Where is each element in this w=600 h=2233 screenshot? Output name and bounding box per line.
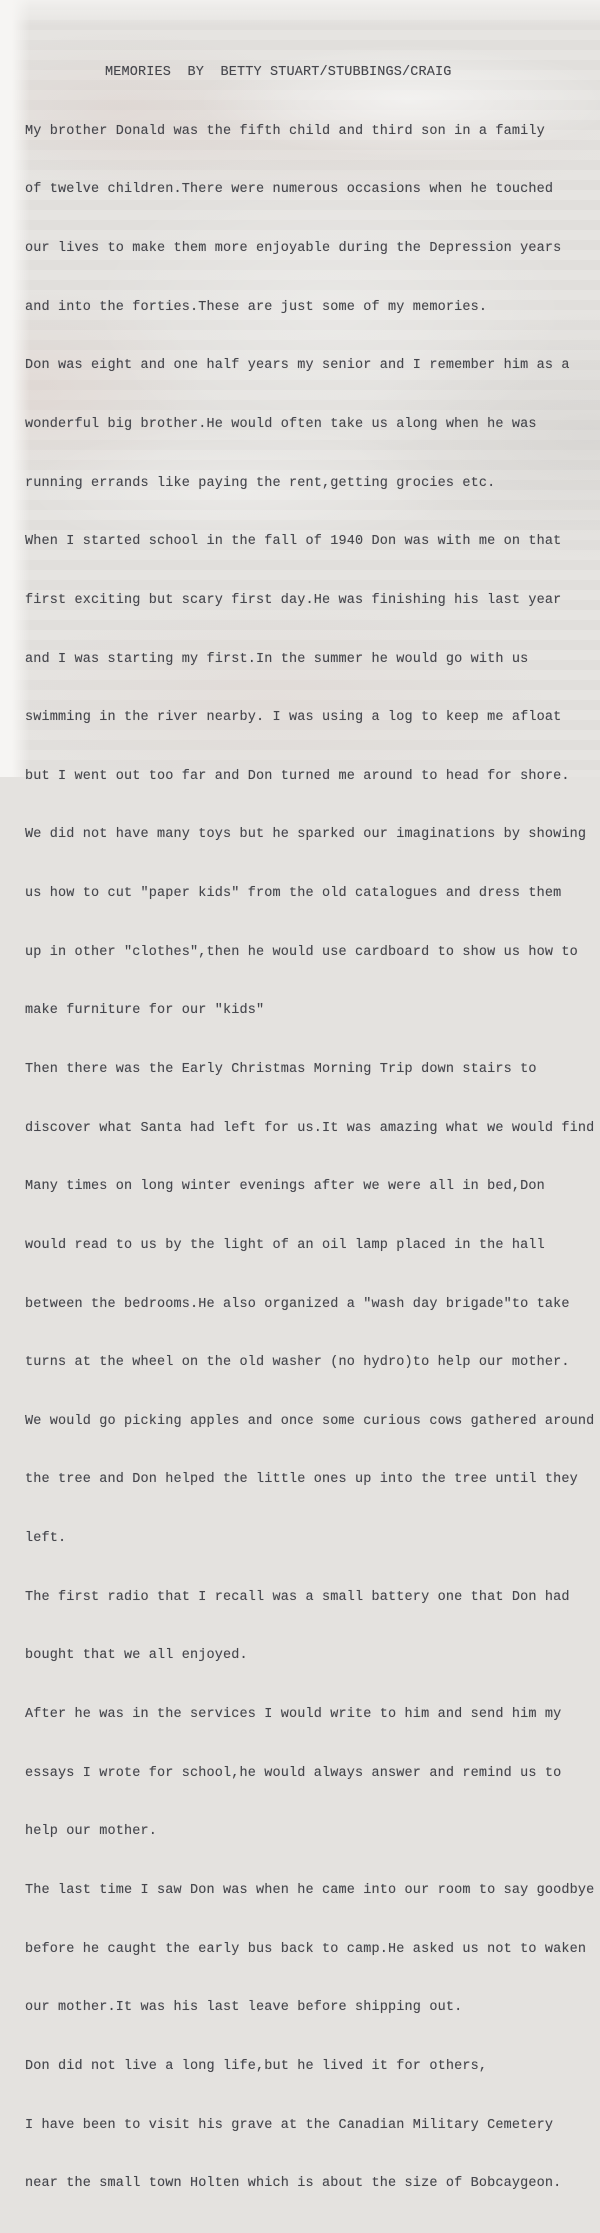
- text-line: make furniture for our "kids": [25, 1003, 265, 1019]
- text-line: the tree and Don helped the little ones up into the tree until they: [25, 1472, 578, 1488]
- text-line: and I was starting my first.In the summer he would go with us: [25, 651, 529, 667]
- text-line: bought that we all enjoyed.: [25, 1648, 248, 1664]
- text-line: us how to cut "paper kids" from the old catalogues and dress them: [25, 886, 562, 902]
- text-line: The last time I saw Don was when he came into our room to say goodbye: [25, 1882, 595, 1898]
- text-line: After he was in the services I would write to him and send him my: [25, 1707, 562, 1723]
- text-line: discover what Santa had left for us.It was amazing what we would find: [25, 1120, 595, 1136]
- text-line: The first radio that I recall was a small battery one that Don had: [25, 1589, 570, 1605]
- document-title: MEMORIES BY BETTY STUART/STUBBINGS/CRAIG: [105, 65, 452, 81]
- text-line: Don did not live a long life,but he lived it for others,: [25, 2058, 488, 2074]
- text-line: We did not have many toys but he sparked our imaginations by showing: [25, 827, 587, 843]
- text-line: running errands like paying the rent,getting grocies etc.: [25, 475, 496, 491]
- text-line: but I went out too far and Don turned me around to head for shore.: [25, 768, 570, 784]
- text-line: before he caught the early bus back to camp.He asked us not to waken: [25, 1941, 587, 1957]
- text-line: wonderful big brother.He would often take us along when he was: [25, 416, 537, 432]
- text-line: My brother Donald was the fifth child and third son in a family: [25, 123, 545, 139]
- text-line: I have been to visit his grave at the Canadian Military Cemetery: [25, 2117, 554, 2133]
- text-line: our lives to make them more enjoyable during the Depression years: [25, 241, 562, 257]
- text-line: help our mother.: [25, 1824, 158, 1840]
- text-line: first exciting but scary first day.He was finishing his last year: [25, 592, 562, 608]
- text-line: essays I wrote for school,he would always answer and remind us to: [25, 1765, 562, 1781]
- text-line: When I started school in the fall of 1940 Don was with me on that: [25, 534, 562, 550]
- text-line: near the small town Holten which is about the size of Bobcaygeon.: [25, 2176, 562, 2192]
- text-line: would read to us by the light of an oil lamp placed in the hall: [25, 1237, 545, 1253]
- text-line: swimming in the river nearby. I was using a log to keep me afloat: [25, 710, 562, 726]
- text-line: left.: [25, 1531, 67, 1547]
- text-line: Don was eight and one half years my senior and I remember him as a: [25, 358, 570, 374]
- text-line: turns at the wheel on the old washer (no hydro)to help our mother.: [25, 1355, 570, 1371]
- text-line: our mother.It was his last leave before shipping out.: [25, 2000, 463, 2016]
- text-line: We would go picking apples and once some curious cows gathered around: [25, 1413, 595, 1429]
- text-line: between the bedrooms.He also organized a "wash day brigade"to take: [25, 1296, 570, 1312]
- text-line: of twelve children.There were numerous occasions when he touched: [25, 182, 554, 198]
- text-line: Then there was the Early Christmas Morning Trip down stairs to: [25, 1061, 537, 1077]
- text-line: Many times on long winter evenings after we were all in bed,Don: [25, 1179, 545, 1195]
- memoir-text: [25, 24, 600, 2233]
- text-line: up in other "clothes",then he would use cardboard to show us how to: [25, 944, 578, 960]
- text-line: and into the forties.These are just some of my memories.: [25, 299, 488, 315]
